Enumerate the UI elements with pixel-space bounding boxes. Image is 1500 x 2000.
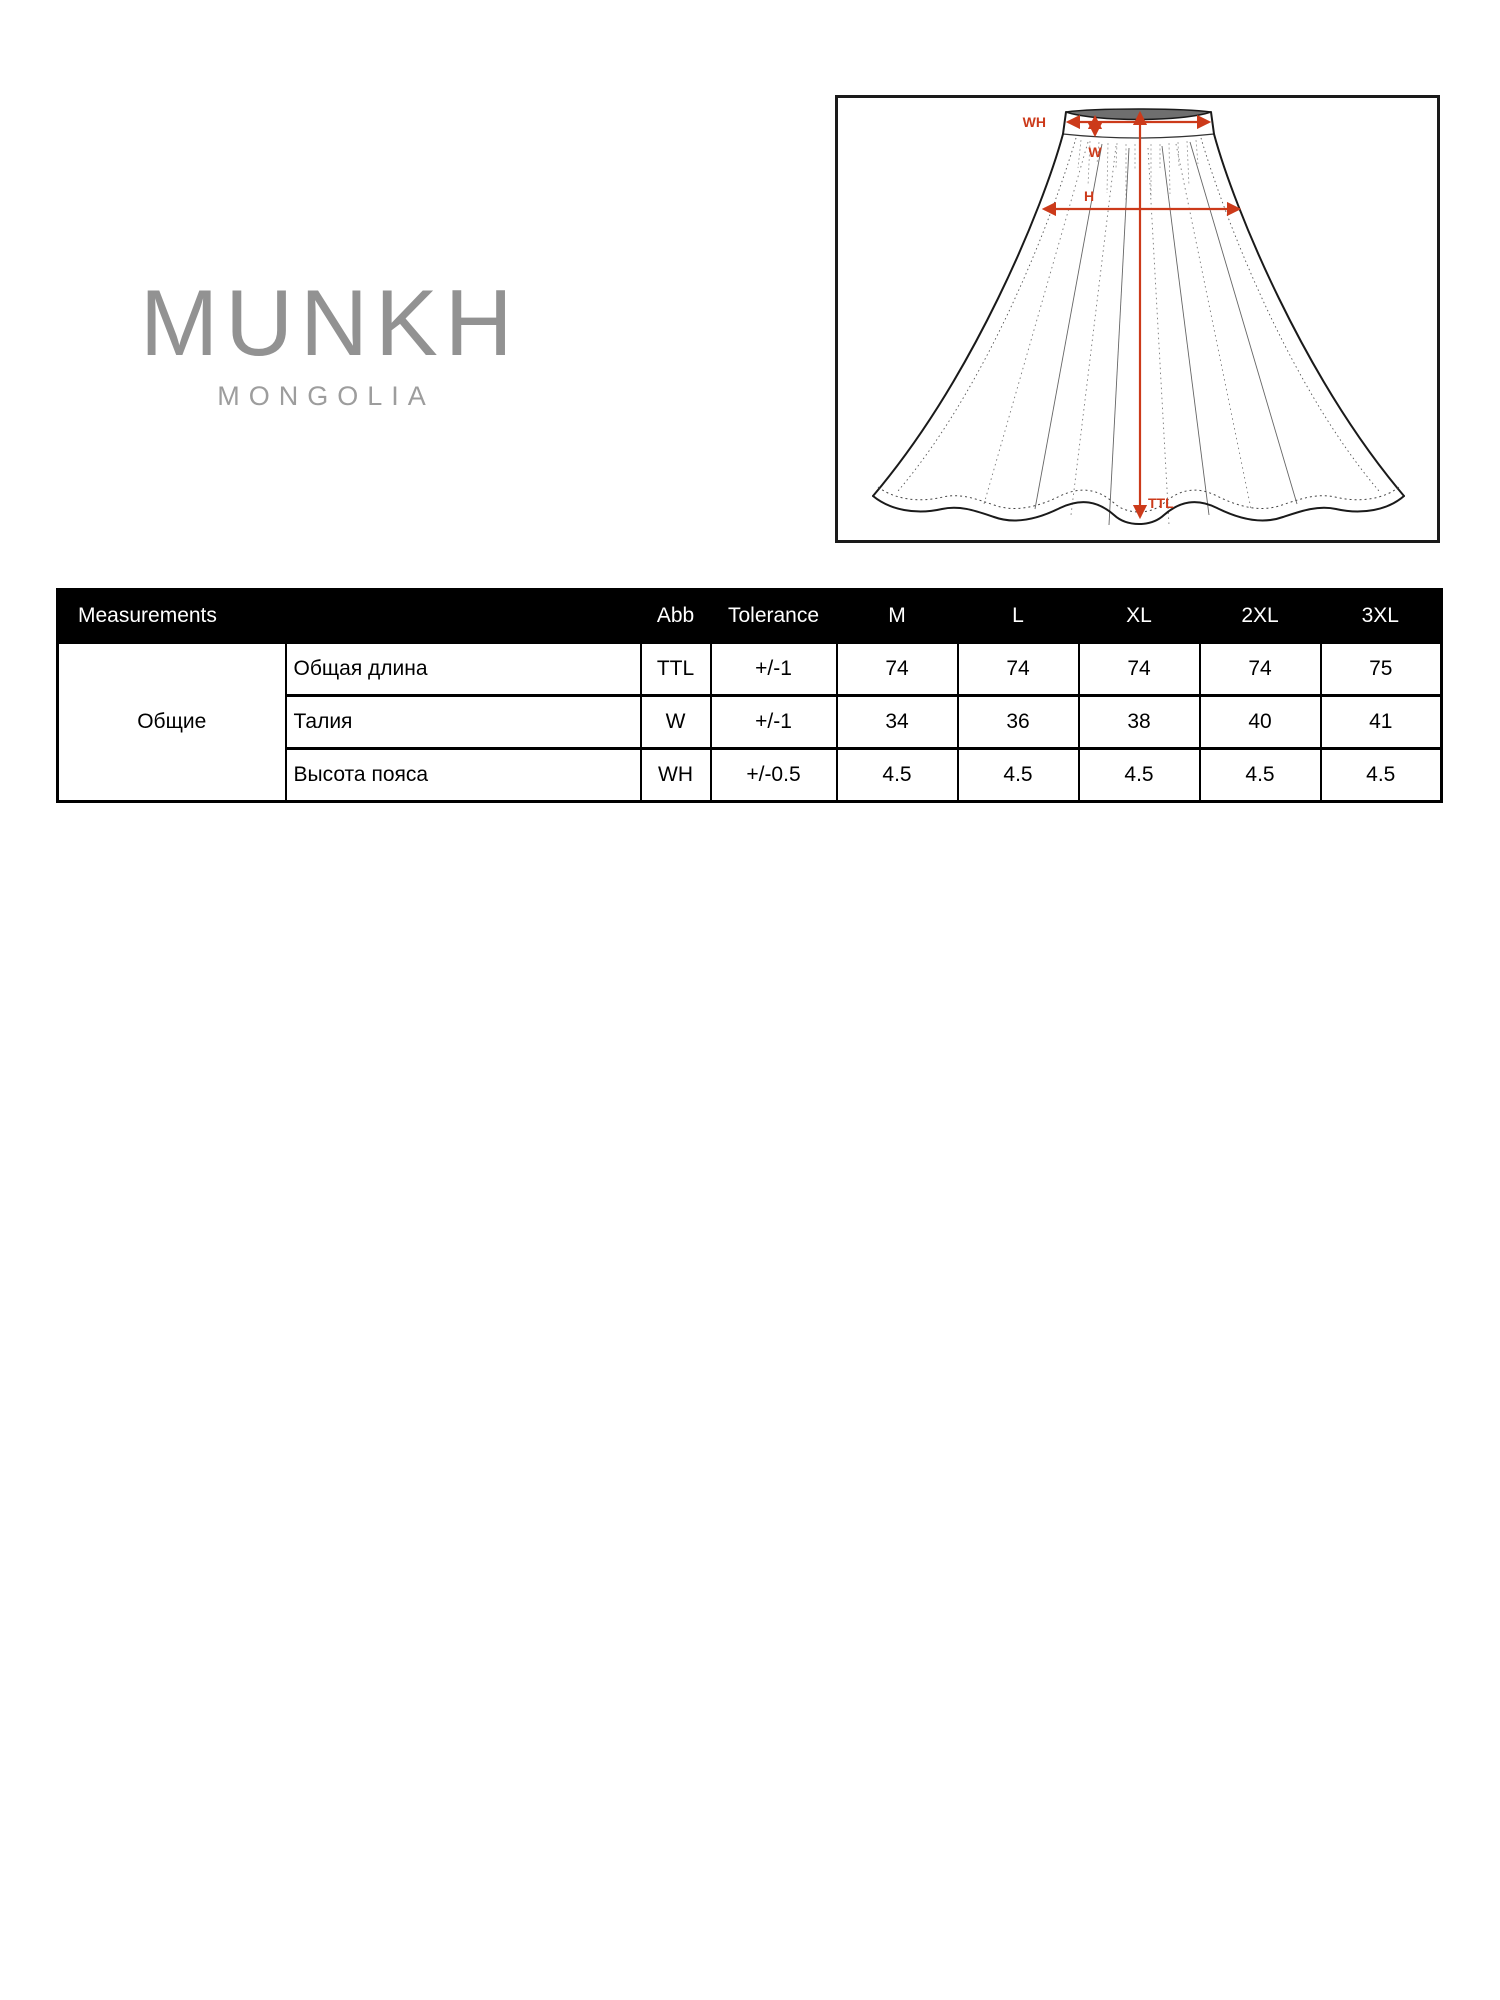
dimension-arrow-ttl (1140, 113, 1174, 517)
header-tolerance: Tolerance (711, 590, 837, 643)
value-2xl: 40 (1200, 696, 1321, 749)
dimension-arrow-h (1044, 188, 1239, 209)
brand-subtitle: MONGOLIA (217, 381, 435, 411)
header-measurements: Measurements (58, 590, 641, 643)
value-l: 74 (958, 643, 1079, 696)
dimension-arrow-w (1088, 117, 1102, 160)
skirt-left-silhouette (873, 134, 1063, 496)
right-inner-dotted-line (1201, 138, 1379, 491)
value-m: 4.5 (837, 749, 958, 802)
label-wh: WH (1022, 114, 1046, 130)
row-abb: WH (641, 749, 711, 802)
header-size-m: M (837, 590, 958, 643)
value-xl: 74 (1079, 643, 1200, 696)
header-size-2xl: 2XL (1200, 590, 1321, 643)
skirt-drawing-frame (835, 95, 1440, 543)
brand-name: MUNKH (140, 270, 520, 375)
left-inner-dotted-line (898, 138, 1076, 491)
row-name: Высота пояса (286, 749, 641, 802)
value-l: 36 (958, 696, 1079, 749)
value-3xl: 4.5 (1321, 749, 1442, 802)
table-row (58, 643, 1442, 696)
brand-logo (140, 270, 520, 411)
value-2xl: 4.5 (1200, 749, 1321, 802)
skirt-technical-drawing (838, 98, 1437, 540)
waistband-left-edge (1063, 112, 1066, 134)
waistband-inner-shape (1066, 109, 1211, 120)
value-3xl: 41 (1321, 696, 1442, 749)
waistband-bottom-edge (1063, 134, 1214, 138)
header-size-3xl: 3XL (1321, 590, 1442, 643)
measurements-table (56, 588, 1443, 803)
value-l: 4.5 (958, 749, 1079, 802)
value-m: 74 (837, 643, 958, 696)
row-tolerance: +/-1 (711, 643, 837, 696)
value-m: 34 (837, 696, 958, 749)
label-w: W (1088, 144, 1102, 160)
header-abb: Abb (641, 590, 711, 643)
waistband-right-edge (1211, 112, 1214, 134)
value-xl: 4.5 (1079, 749, 1200, 802)
group-cell: Общие (58, 643, 286, 802)
table-header-row (58, 590, 1442, 643)
row-tolerance: +/-0.5 (711, 749, 837, 802)
hem-line (873, 496, 1404, 524)
row-tolerance: +/-1 (711, 696, 837, 749)
skirt-right-silhouette (1214, 134, 1404, 496)
label-h: H (1083, 188, 1095, 204)
row-abb: W (641, 696, 711, 749)
header-size-l: L (958, 590, 1079, 643)
label-ttl: TTL (1148, 495, 1174, 511)
row-name: Общая длина (286, 643, 641, 696)
header-size-xl: XL (1079, 590, 1200, 643)
value-xl: 38 (1079, 696, 1200, 749)
value-2xl: 74 (1200, 643, 1321, 696)
row-name: Талия (286, 696, 641, 749)
value-3xl: 75 (1321, 643, 1442, 696)
row-abb: TTL (641, 643, 711, 696)
